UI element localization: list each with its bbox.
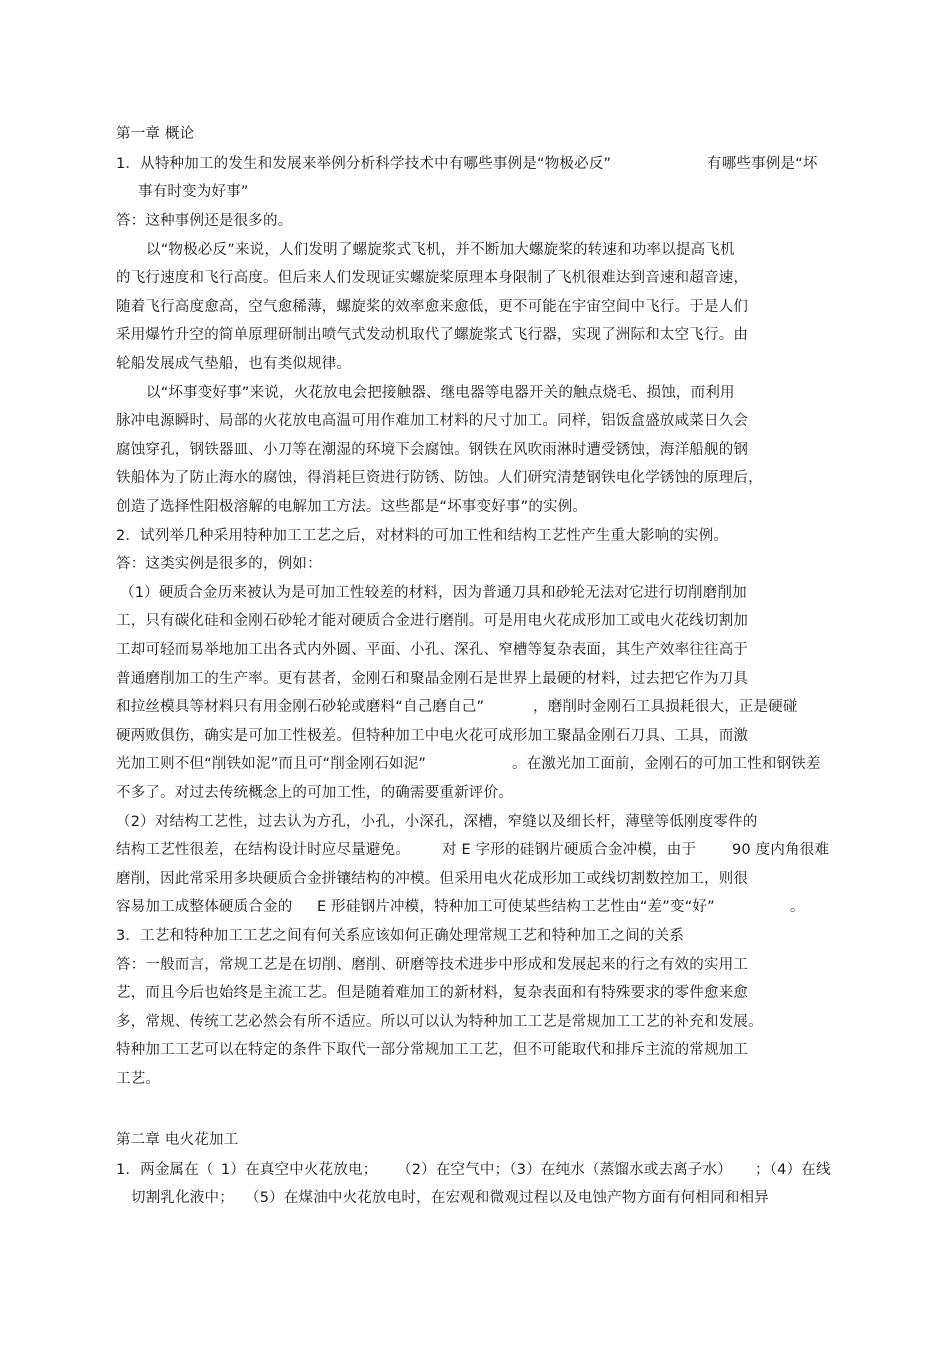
answer-1-intro: 答：这种事例还是很多的。 [116, 213, 293, 229]
question-1-line-1b: 有哪些事例是“坏 [707, 156, 818, 172]
answer-1-p1-line: 轮船发展成气垫船，也有类似规律。 [116, 356, 352, 372]
answer-1-p1-line: 采用爆竹升空的简单原理研制出喷气式发动机取代了螺旋浆式飞行器，实现了洲际和太空飞行。由 [116, 327, 749, 343]
answer-1-p2-line: 以“坏事变好事”来说，火花放电会把接触器、继电器等电器开关的触点烧毛、损蚀，而利用 [146, 385, 735, 401]
ch2-question-1-line-2a: 切割乳化液中； [131, 1190, 234, 1206]
answer-2-item-1-line: （1）硬质合金历来被认为是可加工性较差的材料，因为普通刀具和砂轮无法对它进行切削磨削加 [120, 585, 747, 601]
ch2-question-1-line-1b: 1）在真空中火花放电； [221, 1162, 378, 1178]
chapter2-heading: 第二章 电火花加工 [116, 1132, 239, 1148]
answer-3-line: 艺，而且今后也始终是主流工艺。但是随着难加工的新材料，复杂表面和有特殊要求的零件愈来愈 [116, 985, 749, 1001]
answer-2-item-2-line-4a: 容易加工成整体硬质合金的 [116, 899, 293, 915]
question-1-line-1a: 1．从特种加工的发生和发展来举例分析科学技术中有哪些事例是“物极必反” [116, 156, 612, 172]
answer-2-item-2-line-4b: E 形硅钢片冲模，特种加工可使某些结构工艺性由“差”变“好” [317, 899, 715, 915]
answer-2-item-1-line-5b: ，磨削时金刚石工具损耗很大，正是硬碰 [533, 699, 798, 715]
answer-1-p2-line: 脉冲电源瞬时、局部的火花放电高温可用作难加工材料的尺寸加工。同样，铝饭盒盛放咸菜日久会 [116, 413, 749, 429]
answer-3-line: 答：一般而言，常规工艺是在切削、磨削、研磨等技术进步中形成和发展起来的行之有效的实用工 [116, 957, 749, 973]
ch2-question-1-line-1d: ；（4）在线 [755, 1162, 831, 1178]
ch2-question-1-line-1a: 1．两金属在（ [116, 1162, 214, 1178]
question-2: 2．试列举几种采用特种加工工艺之后，对材料的可加工性和结构工艺性产生重大影响的实例。 [116, 528, 729, 544]
answer-2-item-2-line-4c: 。 [790, 899, 805, 915]
question-1-line-2: 事有时变为好事” [138, 184, 249, 200]
answer-2-item-2-line-2b: 对 E 字形的硅钢片硬质合金冲模，由于 [442, 842, 697, 858]
answer-2-item-2-line-1: （2）对结构工艺性，过去认为方孔，小孔，小深孔，深槽，窄缝以及细长杆，薄壁等低刚度零件的 [116, 814, 758, 830]
answer-2-item-2-line-2c: 90 度内角很难 [732, 842, 830, 858]
answer-2-item-1-line-5a: 和拉丝模具等材料只有用金刚石砂轮或磨料“自己磨自己” [116, 699, 485, 715]
answer-3-line: 工艺。 [116, 1071, 161, 1087]
answer-1-p1-line: 的飞行速度和飞行高度。但后来人们发现证实螺旋桨原理本身限制了飞机很难达到音速和超音速， [116, 270, 749, 286]
answer-2-item-1-line-7b: 。在激光加工面前，金刚石的可加工性和钢铁差 [512, 756, 821, 772]
answer-2-item-2-line-3: 磨削，因此常采用多块硬质合金拼镶结构的冲模。但采用电火花成形加工或线切割数控加工，则很 [116, 871, 749, 887]
answer-2-item-1-line: 普通磨削加工的生产率。更有甚者，金刚石和聚晶金刚石是世界上最硬的材料，过去把它作为刀具 [116, 671, 749, 687]
ch2-question-1-line-2b: （5）在煤油中火花放电时，在宏观和微观过程以及电蚀产物方面有何相同和相异 [245, 1190, 769, 1206]
answer-1-p2-line: 铁船体为了防止海水的腐蚀，得消耗巨资进行防锈、防蚀。人们研究清楚钢铁电化学锈蚀的原理后， [116, 470, 763, 486]
answer-1-p2-line: 腐蚀穿孔，钢铁器皿、小刀等在潮湿的环境下会腐蚀。钢铁在风吹雨淋时遭受锈蚀，海洋船舰的钢 [116, 442, 749, 458]
answer-2-item-1-line-6: 硬两败俱伤，确实是可加工性极差。但特种加工中电火花可成形加工聚晶金刚石刀具、工具，而激 [116, 728, 749, 744]
answer-1-p2-line: 创造了选择性阳极溶解的电解加工方法。这些都是“坏事变好事”的实例。 [116, 499, 588, 515]
answer-1-p1-line: 随着飞行高度愈高，空气愈稀薄，螺旋桨的效率愈来愈低，更不可能在宇宙空间中飞行。于是人们 [116, 299, 749, 315]
answer-2-item-1-line-8: 不多了。对过去传统概念上的可加工性，的确需要重新评价。 [116, 785, 513, 801]
question-3: 3．工艺和特种加工工艺之间有何关系应该如何正确处理常规工艺和特种加工之间的关系 [116, 928, 685, 944]
answer-2-item-1-line: 工，只有碳化硅和金刚石砂轮才能对硬质合金进行磨削。可是用电火花成形加工或电火花线切割加 [116, 613, 749, 629]
chapter1-heading: 第一章 概论 [116, 126, 195, 142]
ch2-question-1-line-1c: （2）在空气中；（3）在纯水（蒸馏水或去离子水） [397, 1162, 732, 1178]
answer-1-p1-line: 以“物极必反”来说，人们发明了螺旋浆式飞机，并不断加大螺旋桨的转速和功率以提高飞机 [146, 242, 735, 258]
answer-3-line: 多，常规、传统工艺必然会有所不适应。所以可以认为特种加工工艺是常规加工工艺的补充和发展。 [116, 1014, 763, 1030]
answer-2-intro: 答：这类实例是很多的，例如： [116, 556, 322, 572]
answer-3-line: 特种加工工艺可以在特定的条件下取代一部分常规加工工艺，但不可能取代和排斥主流的常规加工 [116, 1042, 749, 1058]
answer-2-item-1-line-7a: 光加工则不但“削铁如泥”而且可“削金刚石如泥” [116, 756, 427, 772]
answer-2-item-1-line: 工却可轻而易举地加工出各式内外圆、平面、小孔、深孔、窄槽等复杂表面，其生产效率往往高于 [116, 642, 749, 658]
answer-2-item-2-line-2a: 结构工艺性很差，在结构设计时应尽量避免。 [116, 842, 410, 858]
